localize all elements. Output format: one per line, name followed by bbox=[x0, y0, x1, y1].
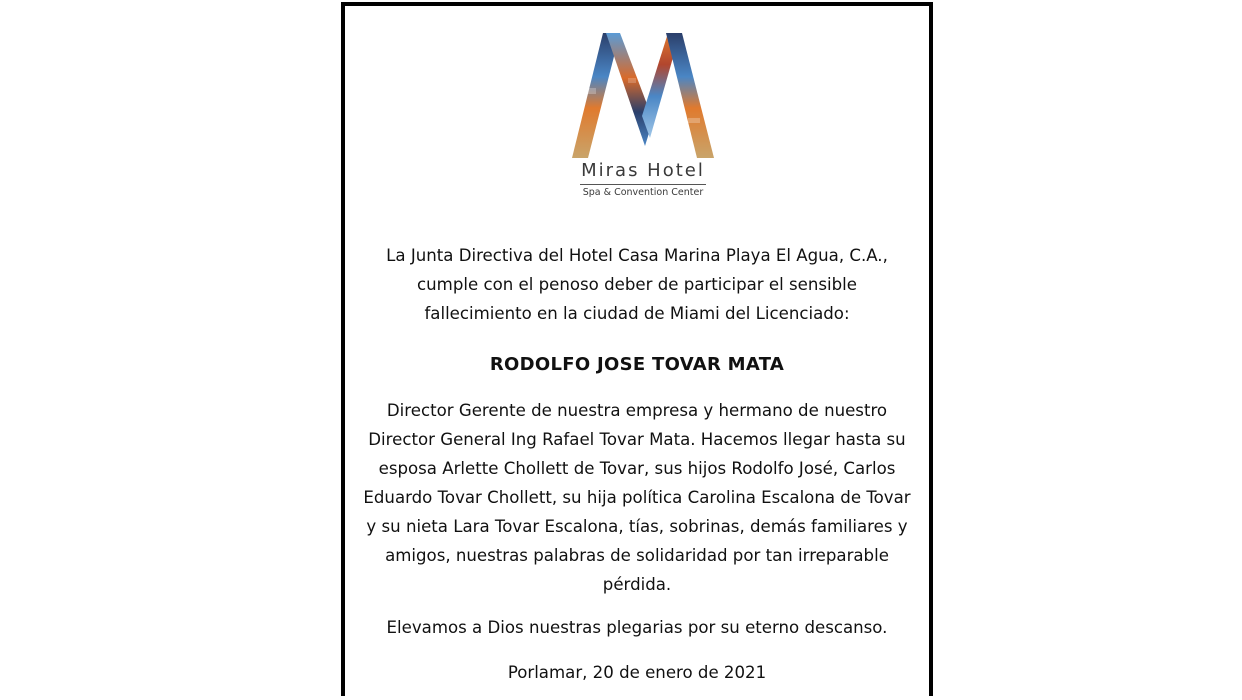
body-line: amigos, nuestras palabras de solidaridad por tan irreparable bbox=[385, 546, 889, 565]
body-paragraph bbox=[345, 396, 929, 599]
body-line: Director General Ing Rafael Tovar Mata. Hacemos llegar hasta su bbox=[368, 430, 906, 449]
deceased-name: RODOLFO JOSE TOVAR MATA bbox=[489, 354, 785, 375]
place-and-date: Porlamar, 20 de enero de 2021 bbox=[507, 663, 767, 682]
intro-line: La Junta Directiva del Hotel Casa Marina Playa El Agua, C.A., bbox=[386, 246, 888, 265]
hotel-logo bbox=[568, 28, 718, 208]
body-line: Eduardo Tovar Chollett, su hija política Carolina Escalona de Tovar bbox=[363, 488, 911, 507]
body-line: esposa Arlette Chollett de Tovar, sus hijos Rodolfo José, Carlos bbox=[378, 459, 896, 478]
body-line: y su nieta Lara Tovar Escalona, tías, sobrinas, demás familiares y bbox=[366, 517, 908, 536]
logo-hotel-name: Miras Hotel bbox=[581, 160, 705, 181]
obituary-notice bbox=[341, 2, 933, 696]
body-line: pérdida. bbox=[602, 575, 672, 594]
intro-line: fallecimiento en la ciudad de Miami del Licenciado: bbox=[424, 304, 850, 323]
logo-divider bbox=[580, 184, 706, 185]
logo-m-mark bbox=[568, 28, 718, 158]
prayer-line: Elevamos a Dios nuestras plegarias por su eterno descanso. bbox=[386, 618, 888, 637]
logo-subtitle: Spa & Convention Center bbox=[582, 187, 704, 198]
body-line: Director Gerente de nuestra empresa y hermano de nuestro bbox=[386, 401, 888, 420]
intro-line: cumple con el penoso deber de participar el sensible bbox=[417, 275, 857, 294]
intro-paragraph bbox=[345, 241, 929, 328]
